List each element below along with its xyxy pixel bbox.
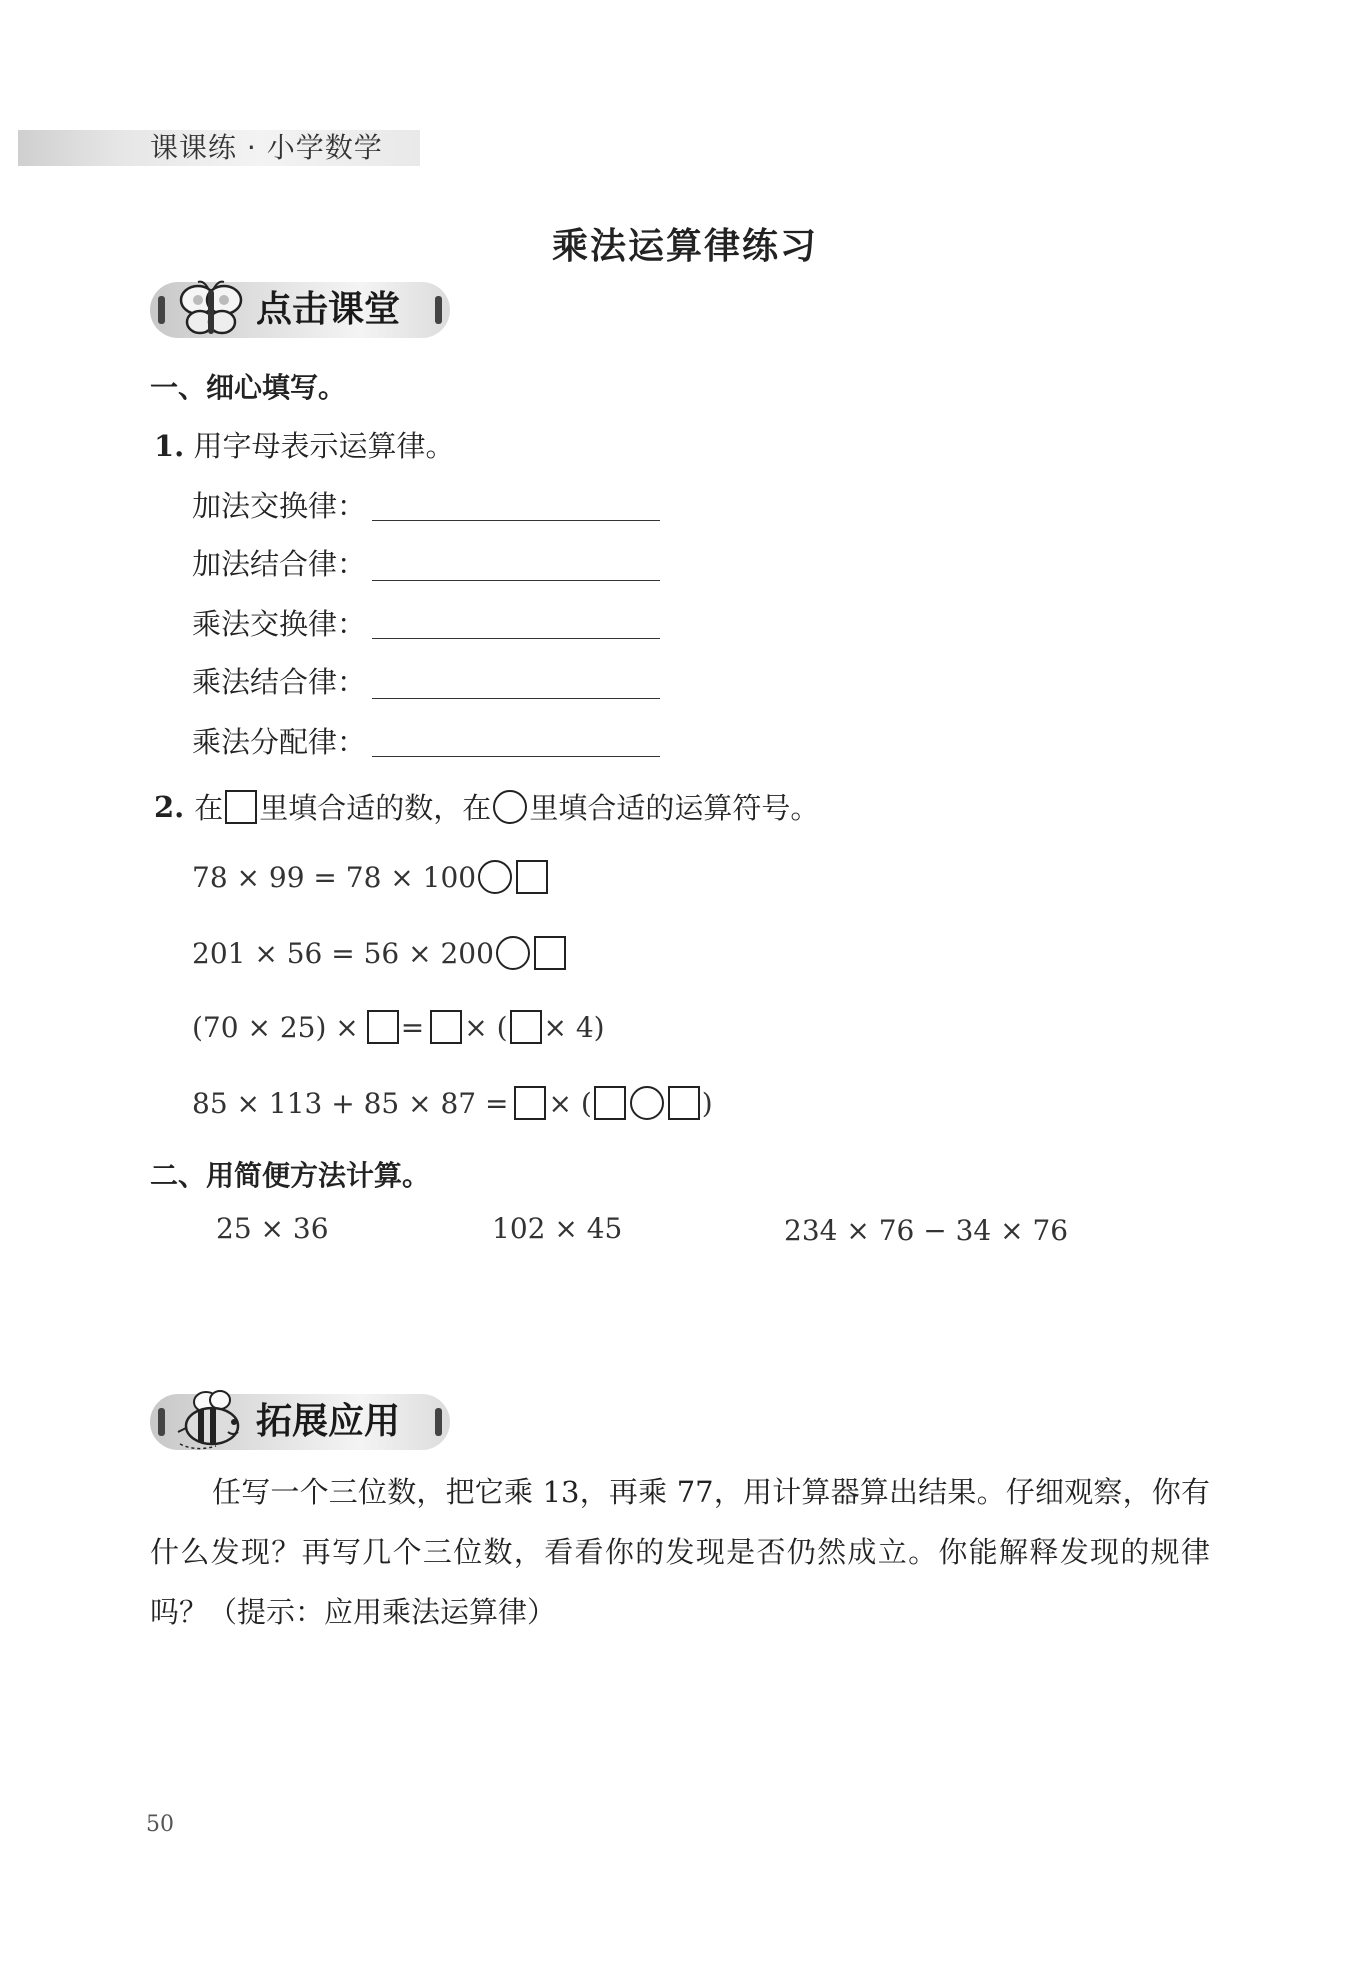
calc-problem-3: 234 × 76 − 34 × 76	[784, 1214, 1069, 1247]
law-label-mul-commutative: 乘法交换律：	[192, 607, 367, 641]
extension-badge	[150, 1394, 450, 1450]
q1-text: 用字母表示运算律。	[193, 429, 455, 463]
q2-expression-4-part-c: )	[701, 1086, 713, 1120]
q2-number: 2.	[154, 789, 185, 824]
operator-blank[interactable]	[496, 936, 530, 970]
q2-prompt	[154, 786, 819, 827]
q1-number: 1.	[154, 429, 185, 463]
number-blank[interactable]	[367, 1010, 399, 1044]
q2-expression-3-part-d: × 4)	[543, 1010, 605, 1044]
number-blank[interactable]	[430, 1010, 462, 1044]
bee-icon	[176, 1388, 250, 1454]
q2-text-before: 在	[194, 791, 224, 825]
square-box-icon	[225, 790, 257, 824]
number-blank[interactable]	[514, 1086, 546, 1120]
q2-expression-3-part-a: (70 × 25) ×	[192, 1010, 359, 1044]
number-blank[interactable]	[510, 1010, 542, 1044]
q2-expression-1	[192, 860, 550, 894]
part2-heading: 二、用简便方法计算。	[150, 1159, 431, 1192]
q2-expression-3-part-c: × (	[464, 1010, 508, 1044]
operator-blank[interactable]	[478, 860, 512, 894]
number-blank[interactable]	[534, 936, 566, 970]
answer-line-mul-associative[interactable]	[372, 698, 660, 699]
q2-expression-1-text: 78 × 99 = 78 × 100	[192, 860, 477, 894]
butterfly-icon	[176, 280, 246, 342]
law-label-mul-distributive: 乘法分配律：	[192, 725, 367, 759]
answer-line-add-associative[interactable]	[372, 580, 660, 581]
calc-problem-1: 25 × 36	[216, 1212, 329, 1245]
extension-paragraph: 任写一个三位数，把它乘 13，再乘 77，用计算器算出结果。仔细观察，你有什么发现？再写几个三位数，看看你的发现是否仍然成立。你能解释发现的规律吗？（提示：应用乘法运算律）	[150, 1475, 1210, 1629]
q2-text-middle: 里填合适的数，在	[259, 791, 492, 825]
answer-line-mul-commutative[interactable]	[372, 638, 660, 639]
number-blank[interactable]	[594, 1086, 626, 1120]
calc-problem-2: 102 × 45	[492, 1212, 623, 1245]
q2-expression-4-part-b: × (	[548, 1086, 592, 1120]
page-title: 乘法运算律练习	[551, 226, 818, 267]
number-blank[interactable]	[516, 860, 548, 894]
q2-expression-2	[192, 936, 568, 970]
law-label-add-associative: 加法结合律：	[192, 547, 367, 581]
q2-expression-4	[192, 1086, 713, 1120]
operator-blank[interactable]	[630, 1086, 664, 1120]
number-blank[interactable]	[668, 1086, 700, 1120]
book-header: 课课练 · 小学数学	[150, 131, 383, 164]
extension-badge-label: 拓展应用	[256, 1401, 401, 1442]
q2-expression-4-part-a: 85 × 113 + 85 × 87 =	[192, 1086, 509, 1120]
circle-box-icon	[493, 790, 527, 824]
law-label-mul-associative: 乘法结合律：	[192, 665, 367, 699]
answer-line-add-commutative[interactable]	[372, 520, 660, 521]
q2-text-after: 里填合适的运算符号。	[529, 791, 820, 825]
answer-line-mul-distributive[interactable]	[372, 756, 660, 757]
q2-expression-3	[192, 1010, 605, 1044]
page-number: 50	[146, 1812, 174, 1837]
law-label-add-commutative: 加法交换律：	[192, 489, 367, 523]
q2-expression-3-part-b: =	[400, 1010, 425, 1044]
q2-expression-2-text: 201 × 56 = 56 × 200	[192, 936, 494, 970]
classroom-badge-label: 点击课堂	[256, 289, 401, 330]
q1-prompt	[154, 424, 455, 465]
part1-heading: 一、细心填写。	[150, 371, 347, 404]
classroom-badge	[150, 282, 450, 338]
